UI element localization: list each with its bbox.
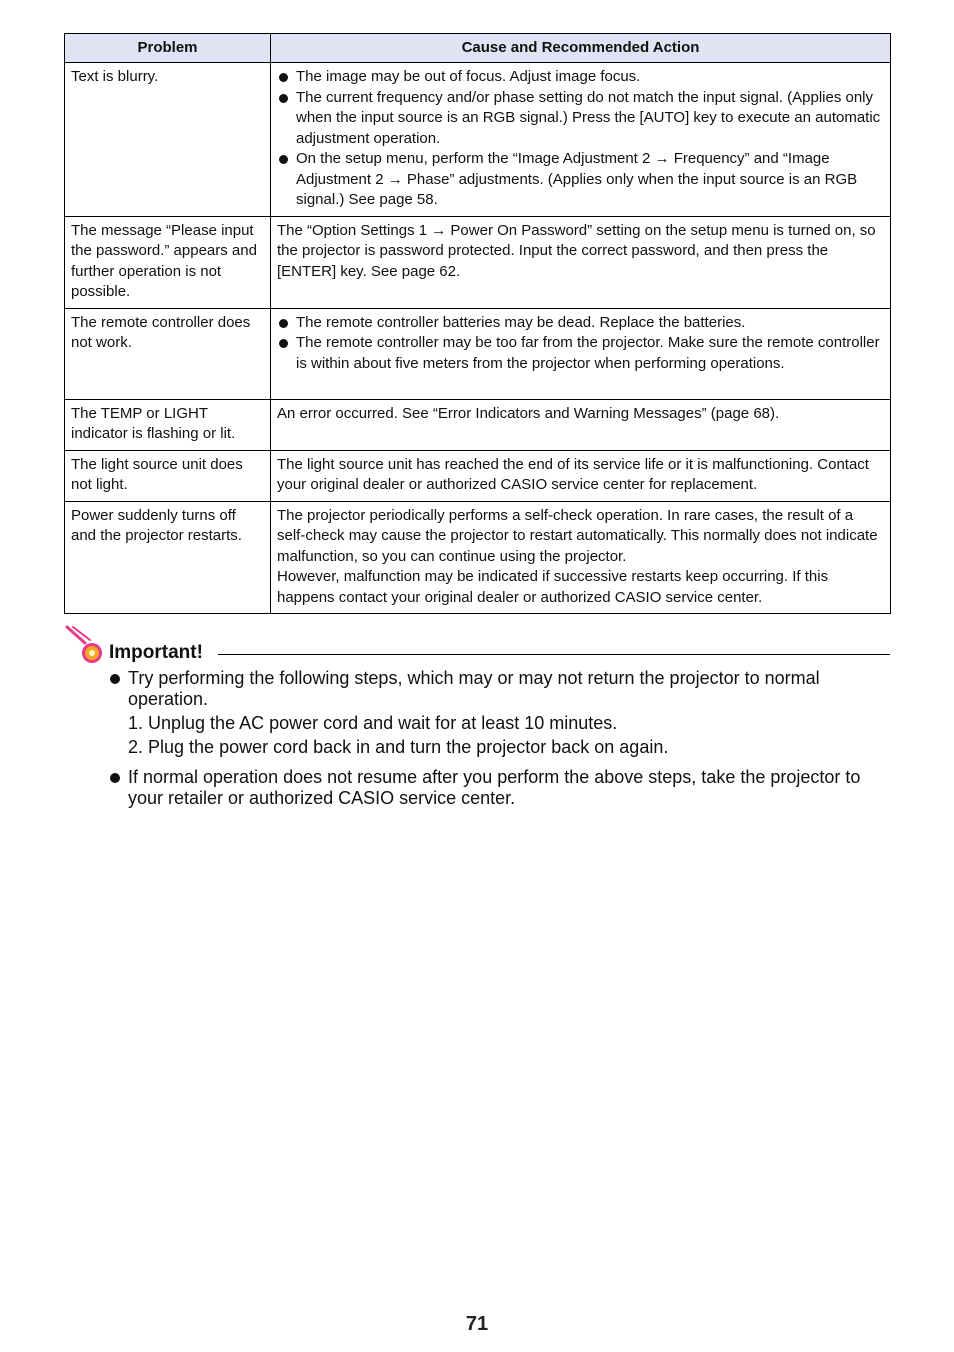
table-row	[65, 216, 891, 308]
action-cell: The light source unit has reached the end of its service life or it is malfunctioning. Contact your original dealer or authorized CASIO service center for replacement.	[271, 450, 891, 501]
problem-cell: The light source unit does not light.	[65, 450, 271, 501]
action-list	[277, 313, 884, 375]
step-1: 1. Unplug the AC power cord and wait for at least 10 minutes.	[128, 713, 618, 733]
important-body	[64, 668, 890, 809]
header-problem: Problem	[65, 34, 271, 63]
list-item: The remote controller may be too far from the projector. Make sure the remote controller is within about five meters from the projector when performing operations.	[277, 333, 884, 374]
problem-cell: The TEMP or LIGHT indicator is flashing or lit.	[65, 399, 271, 450]
bullet-icon	[110, 773, 120, 783]
problem-cell: Text is blurry.	[65, 63, 271, 217]
table-row	[65, 308, 891, 399]
list-item: On the setup menu, perform the “Image Adjustment 2 → Frequency” and “Image Adjustment 2 → Phase” adjustments. (Applies only when the input source is an RGB signal.) See page 58.	[277, 149, 884, 211]
action-cell: The “Option Settings 1 → Power On Password” setting on the setup menu is turned on, so the projector is password protected. Input the correct password, and then press the [ENTER] key. See page 62.	[271, 216, 891, 308]
list-item: The remote controller batteries may be dead. Replace the batteries.	[277, 313, 884, 334]
action-text: However, malfunction may be indicated if successive restarts keep occurring. If this happens contact your original dealer or authorized CASIO service center.	[277, 568, 829, 606]
table-row	[65, 501, 891, 614]
table-row	[65, 399, 891, 450]
divider	[218, 654, 890, 655]
page-number: 71	[465, 1313, 489, 1335]
pin-warning-icon	[64, 624, 104, 666]
item-text: Try performing the following steps, which may or may not return the projector to normal operation.	[128, 668, 820, 709]
action-text: The projector periodically performs a self-check operation. In rare cases, the result of a self-check may cause the projector to restart automatically. This normally does not indicate malfunction, so you can continue using the projector.	[277, 506, 878, 565]
problem-cell: The message “Please input the password.” appears and further operation is not possible.	[65, 216, 271, 308]
bullet-icon	[110, 674, 120, 684]
action-cell	[271, 63, 891, 217]
table-header-row	[65, 34, 891, 63]
important-title: Important!	[109, 642, 203, 663]
header-cause-action: Cause and Recommended Action	[271, 34, 891, 63]
table-row	[65, 63, 891, 217]
problem-cell: The remote controller does not work.	[65, 308, 271, 399]
important-note	[64, 624, 890, 809]
list-item: The current frequency and/or phase setting do not match the input signal. (Applies only when the input source is an RGB signal.) Press the [AUTO] key to execute an automatic adjustment operation.	[277, 88, 884, 150]
problem-cell: Power suddenly turns off and the projector restarts.	[65, 501, 271, 614]
list-item: The image may be out of focus. Adjust image focus.	[277, 67, 884, 88]
item-text: If normal operation does not resume after you perform the above steps, take the projector to your retailer or authorized CASIO service center.	[128, 767, 861, 808]
action-cell	[271, 308, 891, 399]
action-cell	[271, 501, 891, 614]
important-header	[64, 624, 890, 668]
table-row	[65, 450, 891, 501]
step-2: 2. Plug the power cord back in and turn the projector back on again.	[128, 737, 669, 757]
troubleshooting-table	[64, 33, 891, 614]
list-item	[64, 767, 890, 809]
list-item	[64, 668, 890, 710]
action-list	[277, 67, 884, 211]
action-cell: An error occurred. See “Error Indicators and Warning Messages” (page 68).	[271, 399, 891, 450]
